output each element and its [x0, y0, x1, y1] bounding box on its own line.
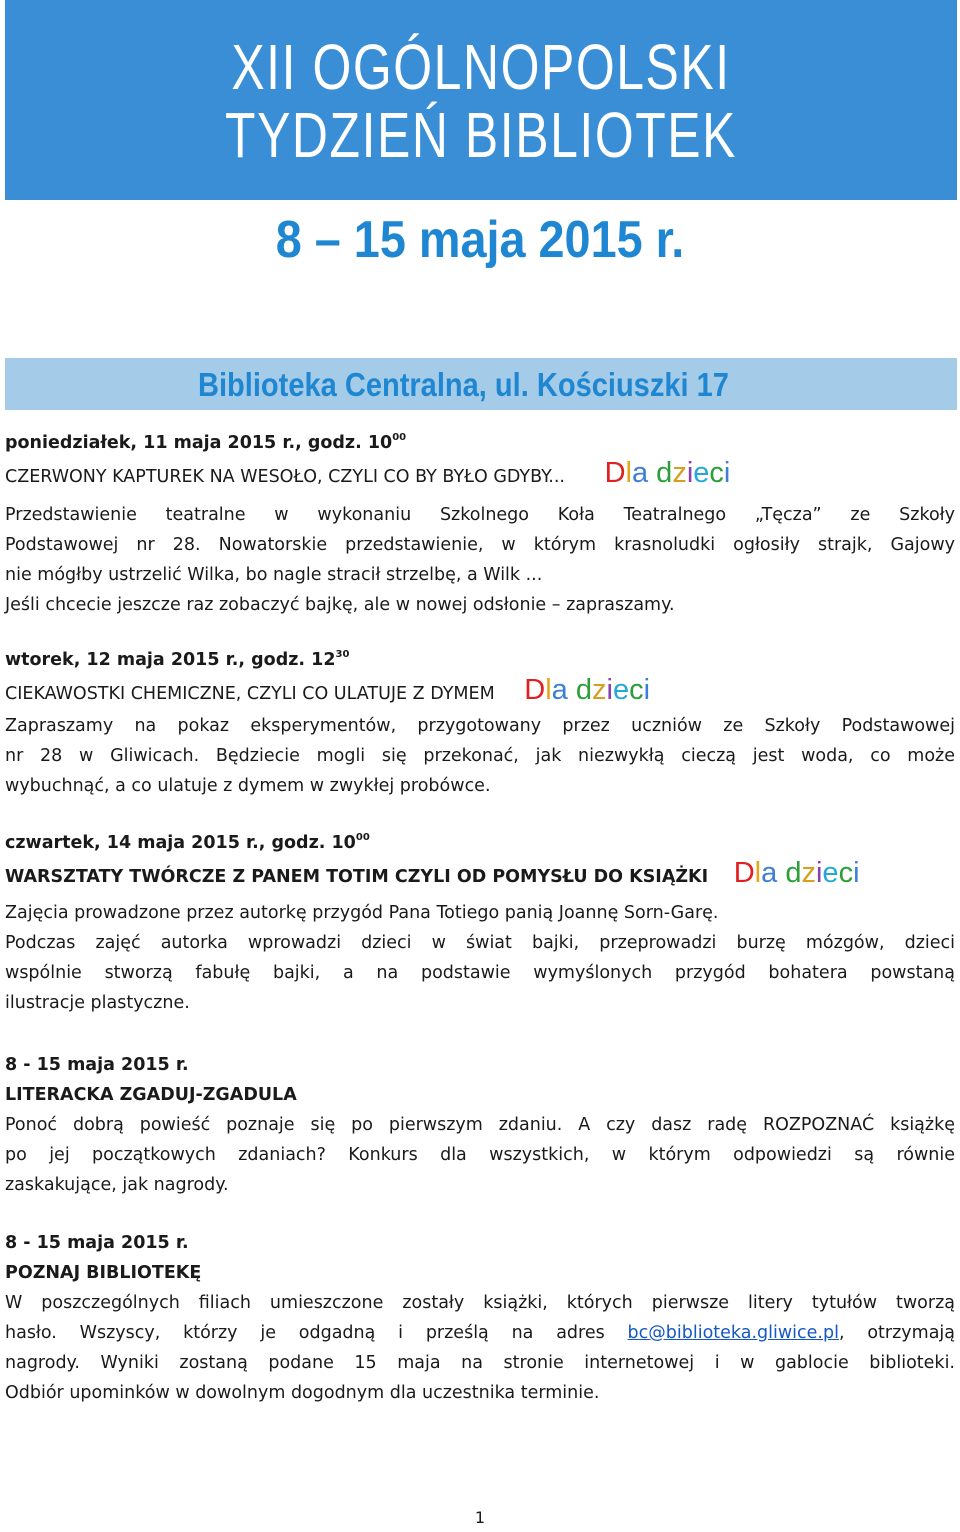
event-4-title: LITERACKA ZGADUJ-ZGADULA — [5, 1085, 297, 1105]
event-1-desc-2: Podstawowej nr 28. Nowatorskie przedstawienie, w którym krasnoludki ogłosiły strajk, Gajowy — [5, 535, 955, 555]
event-5-desc-4: Odbiór upominków w dowolnym dogodnym dla uczestnika terminie. — [5, 1383, 600, 1403]
event-1-title: CZERWONY KAPTUREK NA WESOŁO, CZYLI CO BY BYŁO GDYBY... — [5, 467, 565, 487]
event-2-date: wtorek, 12 maja 2015 r., godz. $12^{30}$ — [5, 649, 350, 670]
location-bar — [5, 358, 957, 410]
event-5 — [5, 1228, 955, 1408]
event-3-desc-4: ilustracje plastyczne. — [5, 993, 190, 1013]
event-3-desc-1: Zajęcia prowadzone przez autorkę przygód Pana Totiego panią Joannę Sorn-Garę. — [5, 903, 719, 923]
event-4-date: 8 - 15 maja 2015 r. — [5, 1055, 189, 1075]
event-2-title: CIEKAWOSTKI CHEMICZNE, CZYLI CO ULATUJE Z DYMEM — [5, 684, 495, 704]
event-3-title: WARSZTATY TWÓRCZE Z PANEM TOTIM CZYLI OD POMYSŁU DO KSIĄŻKI — [5, 867, 709, 887]
event-4-desc-1: Ponoć dobrą powieść poznaje się po pierwszym zdaniu. A czy dasz radę ROZPOZNAĆ książkę — [5, 1115, 955, 1135]
event-1 — [5, 428, 955, 620]
event-5-desc-2: hasło. Wszyscy, którzy je odgadną i prześlą na adres bc@biblioteka.gliwice.pl, otrzymają — [5, 1323, 955, 1343]
event-dates-title: 8 – 15 maja 2015 r. — [275, 211, 685, 269]
email-link[interactable]: bc@biblioteka.gliwice.pl — [627, 1323, 839, 1343]
event-3-title-row — [5, 858, 955, 892]
event-5-desc-1: W poszczególnych filiach umieszczone zostały książki, których pierwsze litery tytułów tworzą — [5, 1293, 955, 1313]
event-2-desc-1: Zapraszamy na pokaz eksperymentów, przygotowany przez uczniów ze Szkoły Podstawowej — [5, 716, 955, 736]
event-5-title: POZNAJ BIBLIOTEKĘ — [5, 1263, 202, 1283]
event-1-title-row — [5, 458, 955, 492]
banner — [5, 0, 957, 200]
event-4-desc-3: zaskakujące, jak nagrody. — [5, 1175, 229, 1195]
event-3 — [5, 828, 955, 1018]
event-1-date: poniedziałek, 11 maja 2015 r., godz. $10^{00}$ — [5, 432, 407, 453]
banner-line-2: TYDZIEŃ BIBLIOTEK — [225, 99, 737, 171]
event-5-desc-3: nagrody. Wyniki zostaną podane 15 maja na stronie internetowej i w gablocie biblioteki. — [5, 1353, 955, 1373]
event-2 — [5, 645, 955, 801]
event-4-desc-2: po jej początkowych zdaniach? Konkurs dla wszystkich, w którym odpowiedzi są równie — [5, 1145, 955, 1165]
event-5-date: 8 - 15 maja 2015 r. — [5, 1233, 189, 1253]
for-kids-badge: Dla dzieci — [524, 674, 651, 706]
event-4 — [5, 1050, 955, 1200]
for-kids-badge: Dla dzieci — [733, 857, 860, 889]
for-kids-badge: Dla dzieci — [604, 457, 731, 489]
event-3-date: czwartek, 14 maja 2015 r., godz. $10^{00}$ — [5, 832, 370, 853]
event-2-desc-3: wybuchnąć, a co ulatuje z dymem w zwykłej probówce. — [5, 776, 491, 796]
banner-line-1: XII OGÓLNOPOLSKI — [231, 31, 731, 103]
event-1-desc-1: Przedstawienie teatralne w wykonaniu Szkolnego Koła Teatralnego „Tęcza” ze Szkoły — [5, 505, 955, 525]
event-2-title-row — [5, 675, 955, 709]
event-1-desc-4: Jeśli chcecie jeszcze raz zobaczyć bajkę, ale w nowej odsłonie – zapraszamy. — [5, 595, 675, 615]
event-3-desc-3: wspólnie stworzą fabułę bajki, a na podstawie wymyślonych przygód bohatera powstaną — [5, 963, 955, 983]
event-3-desc-2: Podczas zajęć autorka wprowadzi dzieci w świat bajki, przeprowadzi burzę mózgów, dzieci — [5, 933, 955, 953]
event-1-desc-3: nie mógłby ustrzelić Wilka, bo nagle stracił strzelbę, a Wilk ... — [5, 565, 543, 585]
page-number: 1 — [474, 1508, 486, 1527]
event-2-desc-2: nr 28 w Gliwicach. Będziecie mogli się przekonać, jak niezwykłą cieczą jest woda, co może — [5, 746, 955, 766]
location-title: Biblioteka Centralna, ul. Kościuszki 17 — [198, 366, 729, 403]
